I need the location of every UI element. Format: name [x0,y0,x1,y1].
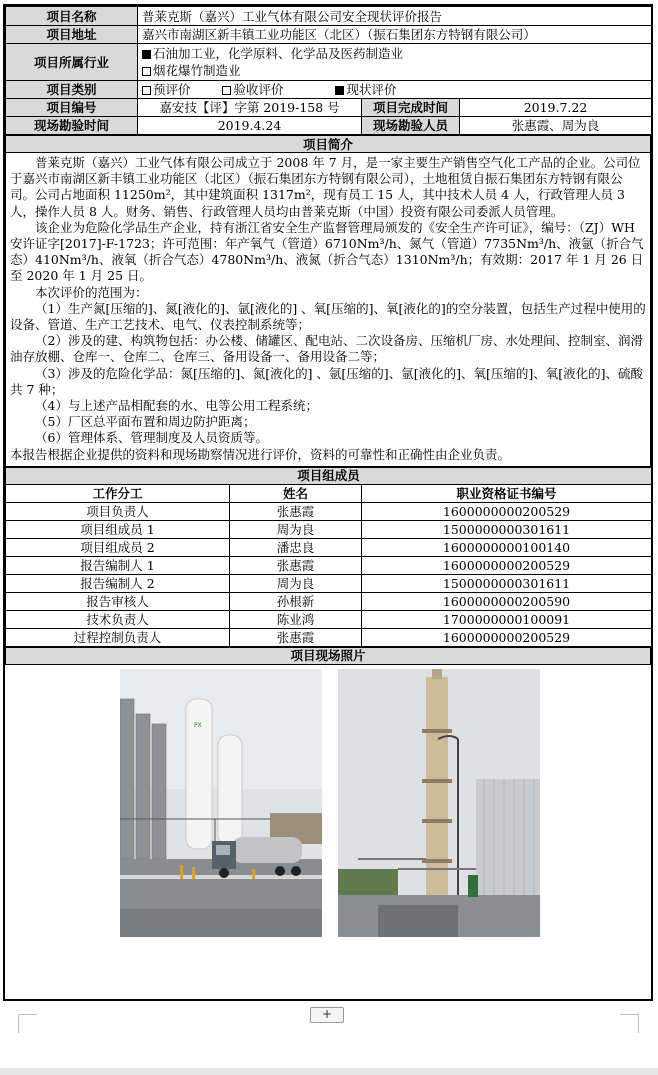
team-cert: 1700000000100091 [362,610,652,628]
category-checkbox-acceptance[interactable] [222,86,231,95]
industry-checkbox-2[interactable] [142,67,151,76]
category-label: 项目类别 [6,81,138,99]
table-row [6,520,652,538]
team-role: 报告编制人 1 [6,556,230,574]
team-role: 项目负责人 [6,502,230,520]
svg-text:PX: PX [193,721,202,729]
industry-option-1: 石油加工业，化学原料、化学品及医药制造业 [153,46,404,61]
intro-paragraph: （4）与上述产品相配套的水、电等公用工程系统； [35,398,318,414]
team-name: 潘忠良 [230,538,362,556]
project-name-value: 普莱克斯（嘉兴）工业气体有限公司安全现状评价报告 [138,7,652,26]
completion-value: 2019.7.22 [460,99,652,117]
address-label: 项目地址 [6,26,138,44]
site-photo-tanks [120,669,322,937]
team-role: 项目组成员 1 [6,520,230,538]
intro-paragraph: （1）生产氮[压缩的]、氮[液化的]、氩[液化的] 、氧[压缩的]、氧[液化的]的空分装置，包括生产过程中使用的设备、管道、生产工艺技术、电气、仪表控制系统等； [10,300,646,333]
team-role: 报告编制人 2 [6,574,230,592]
intro-paragraph: 本次评价的范围为： [35,284,148,300]
team-table [5,467,652,647]
completion-label: 项目完成时间 [362,99,460,117]
team-header-name: 姓名 [230,484,362,502]
team-cert: 1600000000200529 [362,628,652,646]
team-cert: 1500000000301611 [362,574,652,592]
number-value: 嘉安技【评】字第 2019-158 号 [138,99,362,117]
survey-people-label: 现场勘验人员 [362,117,460,135]
table-row [6,538,652,556]
industry-options [138,44,652,81]
team-header-cert: 职业资格证书编号 [362,484,652,502]
table-row [6,502,652,520]
category-option-status: 现状评价 [346,82,397,97]
intro-table [5,135,651,467]
survey-time-label: 现场勘验时间 [6,117,138,135]
team-name: 张惠霞 [230,502,362,520]
team-cert: 1600000000100140 [362,538,652,556]
team-cert: 1600000000200590 [362,592,652,610]
table-row [6,628,652,646]
team-name: 张惠霞 [230,628,362,646]
intro-title: 项目简介 [6,136,651,153]
team-role: 项目组成员 2 [6,538,230,556]
team-name: 周为良 [230,520,362,538]
page-corner-mark [620,1014,639,1033]
bottom-scrollbar[interactable] [0,1068,658,1075]
table-row [6,592,652,610]
team-name: 张惠霞 [230,556,362,574]
category-checkbox-status[interactable] [335,86,344,95]
intro-paragraph: （2）涉及的建、构筑物包括：办公楼、储罐区、配电站、二次设备房、压缩机厂房、水处理间、控制室、润滑油存放棚、仓库一、仓库二、仓库三、备用设备一、备用设备二等； [10,333,643,365]
team-role: 报告审核人 [6,592,230,610]
team-header-role: 工作分工 [6,484,230,502]
team-name: 周为良 [230,574,362,592]
table-row [6,610,652,628]
address-value: 嘉兴市南湖区新丰镇工业功能区（北区）（振石集团东方特钢有限公司） [138,26,652,44]
category-checkbox-pre[interactable] [142,86,151,95]
site-photo-tower [338,669,540,937]
photos-table [5,647,651,941]
add-button[interactable]: + [310,1007,344,1023]
intro-paragraph: （6）管理体系、管理制度及人员资质等。 [35,430,268,446]
team-cert: 1600000000200529 [362,502,652,520]
intro-paragraph: 该企业为危险化学品生产企业，持有浙江省安全生产监督管理局颁发的《安全生产许可证》，编号：（ZJ）WH 安许证字[2017]-F-1723；许可范围：年产氧气（管道）6710Nm³/h、氮气（管道）7735Nm³/h、液氩（折合气态）410Nm³/h、液氧（折合气态）4780Nm³/h、液氮（折合气态）1310Nm³/h；有效期：2017 年 1 月 26 日至 2020 年 1 月 25 日。 [10,219,644,284]
team-cert: 1500000000301611 [362,520,652,538]
photos-title: 项目现场照片 [6,647,651,664]
number-label: 项目编号 [6,99,138,117]
category-options [138,81,652,99]
report-sheet [3,4,653,1001]
intro-paragraph: 普莱克斯（嘉兴）工业气体有限公司成立于 2008 年 7 月，是一家主要生产销售空气化工产品的企业。公司位于嘉兴市南湖区新丰镇工业功能区（北区）（振石集团东方特钢有限公司），土地租赁自振石集团东方特钢有限公司。公司占地面积 11250m²，其中建筑面积 1317m²，现有员工 15 人，其中技术人员 4 人，行政管理人员 3 人，操作人员 8 人。财务、销售、行政管理人员均由普莱克斯（中国）投资有限公司委派人员管理。 [10,155,641,219]
industry-checkbox-1[interactable] [142,50,151,59]
page-corner-mark [18,1014,37,1033]
intro-paragraph: （5）厂区总平面布置和周边防护距离； [35,414,256,430]
table-row [6,556,652,574]
survey-time-value: 2019.4.24 [138,117,362,135]
team-name: 孙根新 [230,592,362,610]
intro-body [6,153,651,467]
category-option-pre: 预评价 [153,82,191,97]
category-option-acceptance: 验收评价 [233,82,284,97]
team-cert: 1600000000200529 [362,556,652,574]
industry-option-2: 烟花爆竹制造业 [153,63,241,78]
team-title: 项目组成员 [6,467,652,484]
table-row [6,574,652,592]
industry-label: 项目所属行业 [6,44,138,81]
team-name: 陈业鸿 [230,610,362,628]
team-role: 技术负责人 [6,610,230,628]
project-info-table [5,6,652,135]
team-role: 过程控制负责人 [6,628,230,646]
survey-people-value: 张惠霞、周为良 [460,117,652,135]
intro-paragraph: （3）涉及的危险化学品：氮[压缩的]、氮[液化的] 、氩[压缩的]、氩[液化的]、氧[压缩的]、氧[液化的]、硫酸共 7 种； [10,365,643,397]
intro-paragraph: 本报告根据企业提供的资料和现场勘察情况进行评价，资料的可靠性和正确性由企业负责。 [10,446,511,462]
project-name-label: 项目名称 [6,7,138,26]
